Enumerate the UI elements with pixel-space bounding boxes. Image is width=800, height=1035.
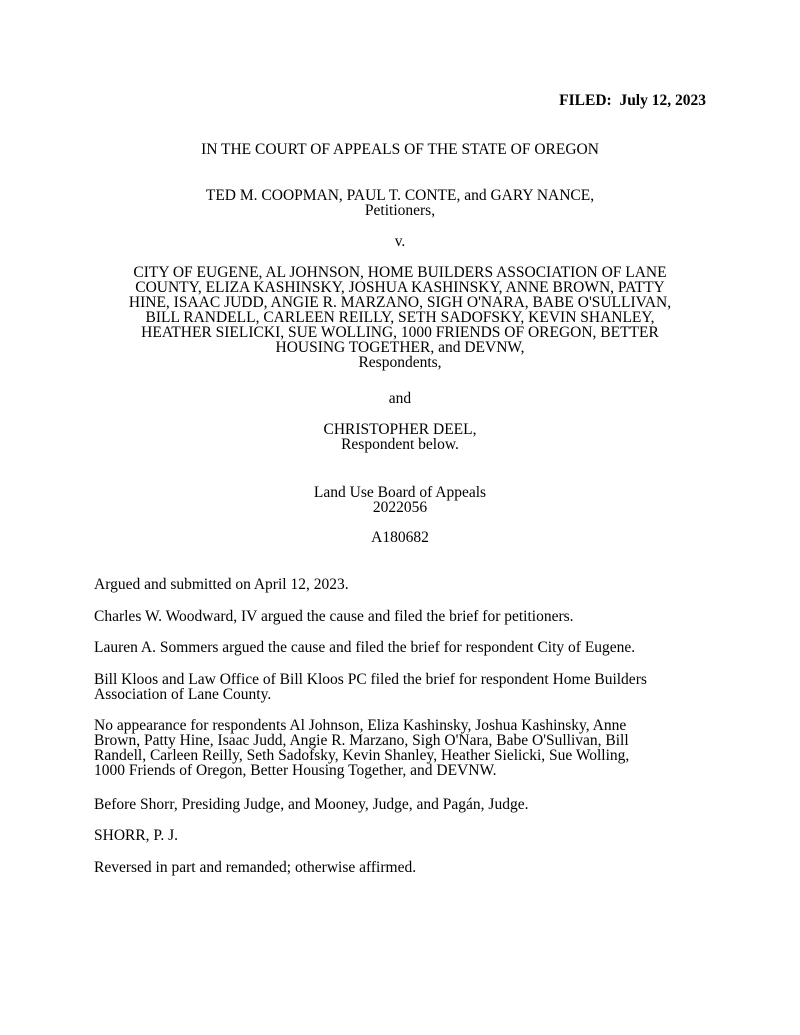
versus-text: v. — [394, 233, 406, 250]
no-appearance-line: 1000 Friends of Oregon, Better Housing Together, and DEVNW. — [94, 762, 497, 779]
no-appearance-line: Brown, Patty Hine, Isaac Judd, Angie R. Marzano, Sigh O'Nara, Babe O'Sullivan, Bill — [94, 732, 629, 749]
respondent-line: BILL RANDELL, CARLEEN REILLY, SETH SADOFSKY, KEVIN SHANLEY, — [145, 309, 655, 326]
hba-counsel-line: Bill Kloos and Law Office of Bill Kloos PC filed the brief for respondent Home Builders — [94, 671, 647, 688]
court-name: IN THE COURT OF APPEALS OF THE STATE OF OREGON — [201, 141, 599, 158]
lower-tribunal-number: 2022056 — [372, 499, 428, 516]
filed-date: FILED: July 12, 2023 — [559, 92, 706, 109]
respondents-role: Respondents, — [358, 354, 442, 371]
author-paragraph — [94, 828, 706, 843]
panel-text: Before Shorr, Presiding Judge, and Mooney, Judge, and Pagán, Judge. — [94, 796, 529, 813]
lower-tribunal-block — [94, 485, 706, 515]
respondent-below-block — [94, 422, 706, 452]
respondent-line: HOUSING TOGETHER, and DEVNW, — [275, 339, 525, 356]
and-separator — [94, 391, 706, 406]
lower-tribunal-name: Land Use Board of Appeals — [313, 484, 487, 501]
versus — [94, 234, 706, 249]
no-appearance-line: Randell, Carleen Reilly, Seth Sadofsky, Kevin Shanley, Heather Sielicki, Sue Wolling, — [94, 747, 630, 764]
disposition-text: Reversed in part and remanded; otherwise affirmed. — [94, 859, 417, 876]
no-appearance-line: No appearance for respondents Al Johnson, Eliza Kashinsky, Joshua Kashinsky, Anne — [94, 717, 627, 734]
court-title — [94, 142, 706, 157]
and-text: and — [388, 390, 412, 407]
respondent-line: HINE, ISAAC JUDD, ANGIE R. MARZANO, SIGH O'NARA, BABE O'SULLIVAN, — [128, 294, 672, 311]
petitioners-counsel-paragraph — [94, 609, 706, 624]
petitioner-role: Petitioners, — [364, 202, 436, 219]
petitioners-counsel-text: Charles W. Woodward, IV argued the cause and filed the brief for petitioners. — [94, 608, 574, 625]
petitioner-names: TED M. COOPMAN, PAUL T. CONTE, and GARY NANCE, — [205, 187, 595, 204]
argued-paragraph — [94, 577, 706, 592]
author-text: SHORR, P. J. — [94, 827, 178, 844]
respondents-block — [94, 265, 706, 370]
no-appearance-paragraph — [94, 718, 706, 778]
respondent-below-name: CHRISTOPHER DEEL, — [323, 421, 477, 438]
hba-counsel-paragraph — [94, 672, 706, 702]
hba-counsel-line: Association of Lane County. — [94, 686, 272, 703]
disposition-paragraph — [94, 860, 706, 875]
case-number — [94, 530, 706, 545]
city-counsel-paragraph — [94, 640, 706, 655]
city-counsel-text: Lauren A. Sommers argued the cause and filed the brief for respondent City of Eugene. — [94, 639, 636, 656]
respondent-line: COUNTY, ELIZA KASHINSKY, JOSHUA KASHINSKY, ANNE BROWN, PATTY — [135, 279, 665, 296]
respondent-below-role: Respondent below. — [341, 436, 459, 453]
petitioners-block — [94, 188, 706, 218]
panel-paragraph — [94, 797, 706, 812]
argued-text: Argued and submitted on April 12, 2023. — [94, 576, 349, 593]
respondent-line: CITY OF EUGENE, AL JOHNSON, HOME BUILDERS ASSOCIATION OF LANE — [133, 264, 667, 281]
respondent-line: HEATHER SIELICKI, SUE WOLLING, 1000 FRIENDS OF OREGON, BETTER — [141, 324, 659, 341]
case-number-text: A180682 — [371, 529, 429, 546]
